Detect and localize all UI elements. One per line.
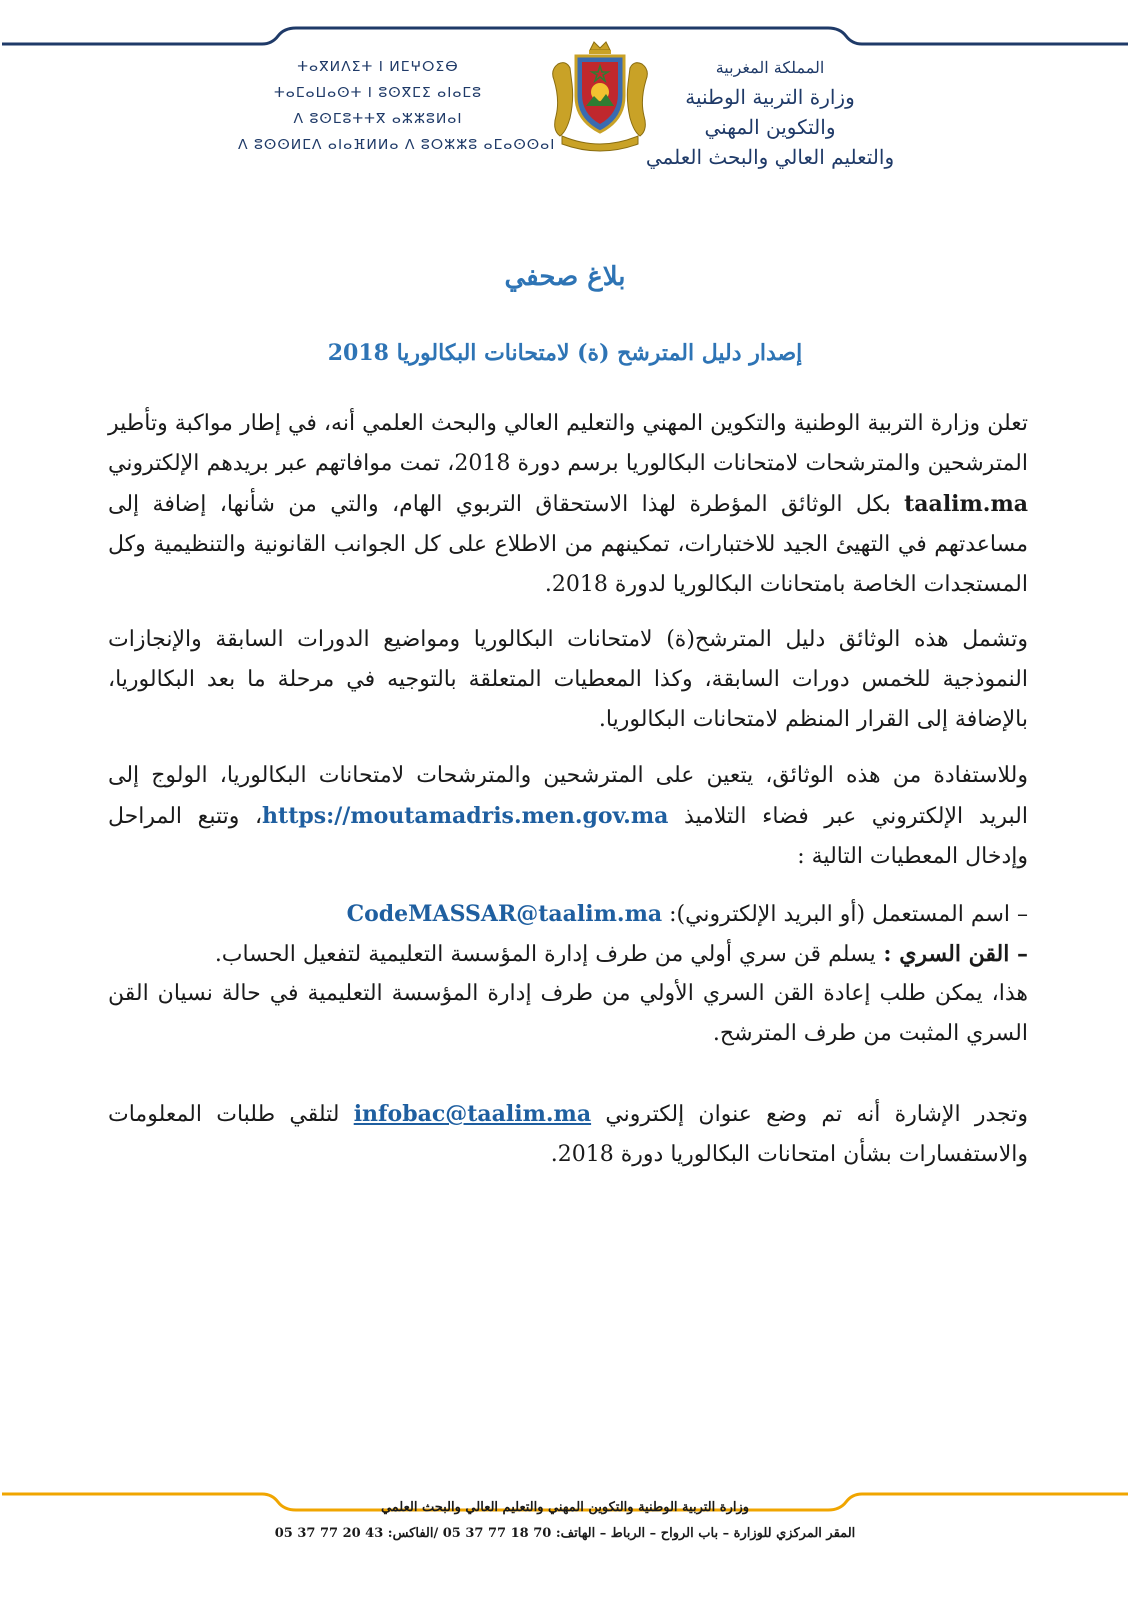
- paragraph-text: بكل الوثائق المؤطرة لهذا الاستحقاق التربوي الهام، والتي من شأنها، إضافة إلى مساعدتهم في التهيئ الجيد للاختبارات، تمكينهم من الاطلاع على كل الجوانب القانونية والتنظيمية وكل المستجدات الخاصة بامتحانات البكالوريا لدورة 2018.: [108, 492, 1028, 597]
- tifinagh-line: ⴷ ⵓⵙⵎⵓⵜⵜⴳ ⴰⵣⵣⵓⵍⴰⵏ: [293, 111, 463, 127]
- paragraph-5: [108, 1094, 1028, 1175]
- paragraph-text: لتلقي طلبات المعلومات والاستفسارات بشأن امتحانات البكالوريا دورة 2018.: [108, 1102, 1028, 1167]
- moutamadris-link[interactable]: https://moutamadris.men.gov.ma: [262, 803, 669, 829]
- footer-text: /الفاكس:: [383, 1526, 443, 1541]
- paragraph-4: هذا، يمكن طلب إعادة القن السري الأولي من طرف إدارة المؤسسة التعليمية في حالة نسيان القن السري المثبت من طرف المترشح.: [108, 981, 1028, 1046]
- ministry-name-line: والتكوين المهني: [704, 115, 836, 139]
- paragraph-text: وتجدر الإشارة أنه تم وضع عنوان إلكتروني: [591, 1102, 1028, 1127]
- bullet-label: – القن السري :: [875, 941, 1028, 967]
- ministry-name-line: والتعليم العالي والبحث العلمي: [645, 145, 895, 169]
- bullet-text: يسلم قن سري أولي من طرف إدارة المؤسسة التعليمية لتفعيل الحساب.: [214, 942, 876, 967]
- bullet-label: – اسم المستعمل (أو البريد الإلكتروني):: [662, 902, 1028, 927]
- kingdom-name: المملكة المغربية: [715, 58, 825, 77]
- codemassar-email: CodeMASSAR@taalim.ma: [346, 901, 663, 927]
- infobac-email-link[interactable]: infobac@taalim.ma: [353, 1101, 592, 1127]
- paragraph-2: وتشمل هذه الوثائق دليل المترشح(ة) لامتحانات البكالوريا ومواضيع الدورات السابقة والإنجازات النموذجية للخمس دورات السابقة، وكذا المعطيات المتعلقة بالتوجيه في مرحلة ما بعد البكالوريا، بالإضافة إلى القرار المنظم لامتحانات البكالوريا.: [108, 627, 1028, 732]
- bullet-password: [108, 934, 1078, 975]
- footer-phone: 05 37 77 18 70: [442, 1526, 552, 1541]
- paragraph-text: وللاستفادة من هذه الوثائق، يتعين على المترشحين والمترشحات لامتحانات البكالوريا، الولوج إلى البريد الإلكتروني عبر فضاء التلاميذ: [108, 763, 1028, 829]
- paragraph-text: ، وتتبع المراحل وإدخال المعطيات التالية :: [108, 804, 1028, 869]
- paragraph-text: تعلن وزارة التربية الوطنية والتكوين المهني والتعليم العالي والبحث العلمي أنه، في إطار مواكبة وتأطير المترشحين والمترشحات لامتحانات البكالوريا برسم دورة 2018، تمت موافاتهم عبر بريدهم الإلكتروني: [108, 411, 1028, 476]
- taalim-domain: taalim.ma: [904, 491, 1028, 517]
- tifinagh-line: ⵜⴰⵎⴰⵡⴰⵙⵜ ⵏ ⵓⵙⴳⵎⵉ ⴰⵏⴰⵎⵓ: [274, 85, 482, 101]
- footer-ministry: وزارة التربية الوطنية والتكوين المهني والتعليم العالي والبحث العلمي: [380, 1500, 750, 1515]
- footer-text: المقر المركزي للوزارة – باب الرواح – الرباط – الهاتف:: [551, 1526, 856, 1541]
- ministry-name-line: وزارة التربية الوطنية: [685, 85, 855, 109]
- paragraph-1: [108, 404, 1028, 605]
- ministry-header: [620, 54, 920, 172]
- tifinagh-line: ⴷ ⵓⵙⵙⵍⵎⴷ ⴰⵏⴰⴼⵍⵍⴰ ⴷ ⵓⵔⵣⵣⵓ ⴰⵎⴰⵙⵙⴰⵏ: [238, 137, 556, 153]
- document-title: بلاغ صحفي: [504, 262, 626, 292]
- footer-fax: 05 37 77 20 43: [274, 1526, 384, 1541]
- document-subtitle: إصدار دليل المترشح (ة) لامتحانات البكالوريا 2018: [327, 340, 803, 366]
- bullet-username: [108, 894, 1078, 935]
- paragraph-3: [108, 756, 1028, 877]
- footer-address: [0, 1526, 1130, 1541]
- tifinagh-header: [238, 54, 556, 158]
- tifinagh-line: ⵜⴰⴳⵍⴷⵉⵜ ⵏ ⵍⵎⵖⵔⵉⴱ: [297, 59, 459, 75]
